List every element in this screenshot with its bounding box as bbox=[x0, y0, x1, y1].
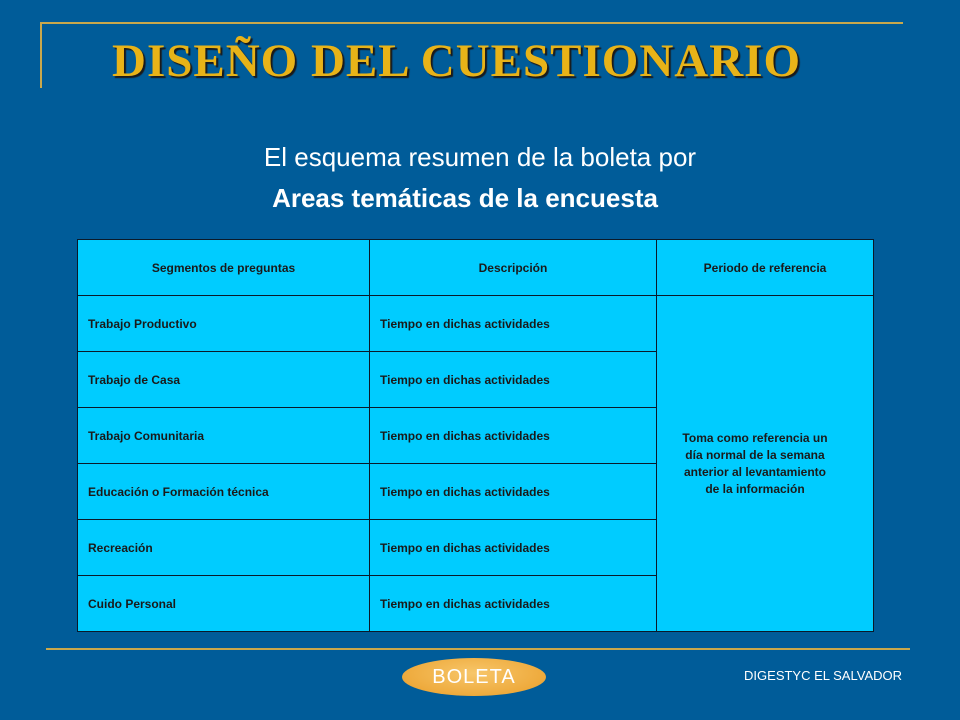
segment-cell: Cuido Personal bbox=[78, 576, 370, 632]
subtitle-line-2: Areas temáticas de la encuesta bbox=[272, 183, 658, 213]
table-row bbox=[78, 296, 874, 352]
description-cell: Tiempo en dichas actividades bbox=[370, 576, 657, 632]
segment-cell: Trabajo Productivo bbox=[78, 296, 370, 352]
left-rule bbox=[40, 22, 42, 88]
segment-cell: Recreación bbox=[78, 520, 370, 576]
segment-cell: Trabajo de Casa bbox=[78, 352, 370, 408]
bottom-rule bbox=[46, 648, 910, 650]
footer-organization: DIGESTYC EL SALVADOR bbox=[744, 668, 902, 683]
header-segments: Segmentos de preguntas bbox=[78, 240, 370, 296]
top-rule bbox=[40, 22, 903, 24]
subtitle-line-1: El esquema resumen de la boleta por bbox=[263, 142, 697, 172]
header-description: Descripción bbox=[370, 240, 657, 296]
description-cell: Tiempo en dichas actividades bbox=[370, 408, 657, 464]
boleta-button[interactable]: BOLETA bbox=[402, 658, 546, 696]
description-cell: Tiempo en dichas actividades bbox=[370, 352, 657, 408]
header-reference-period: Periodo de referencia bbox=[657, 240, 874, 296]
segment-cell: Trabajo Comunitaria bbox=[78, 408, 370, 464]
description-cell: Tiempo en dichas actividades bbox=[370, 464, 657, 520]
reference-period-cell: Toma como referencia un día normal de la semana anterior al levantamiento de la información bbox=[657, 296, 874, 632]
description-cell: Tiempo en dichas actividades bbox=[370, 296, 657, 352]
table-header-row bbox=[78, 240, 874, 296]
description-cell: Tiempo en dichas actividades bbox=[370, 520, 657, 576]
survey-segments-table bbox=[77, 239, 874, 632]
slide-title: DISEÑO DEL CUESTIONARIO bbox=[112, 35, 802, 87]
segment-cell: Educación o Formación técnica bbox=[78, 464, 370, 520]
